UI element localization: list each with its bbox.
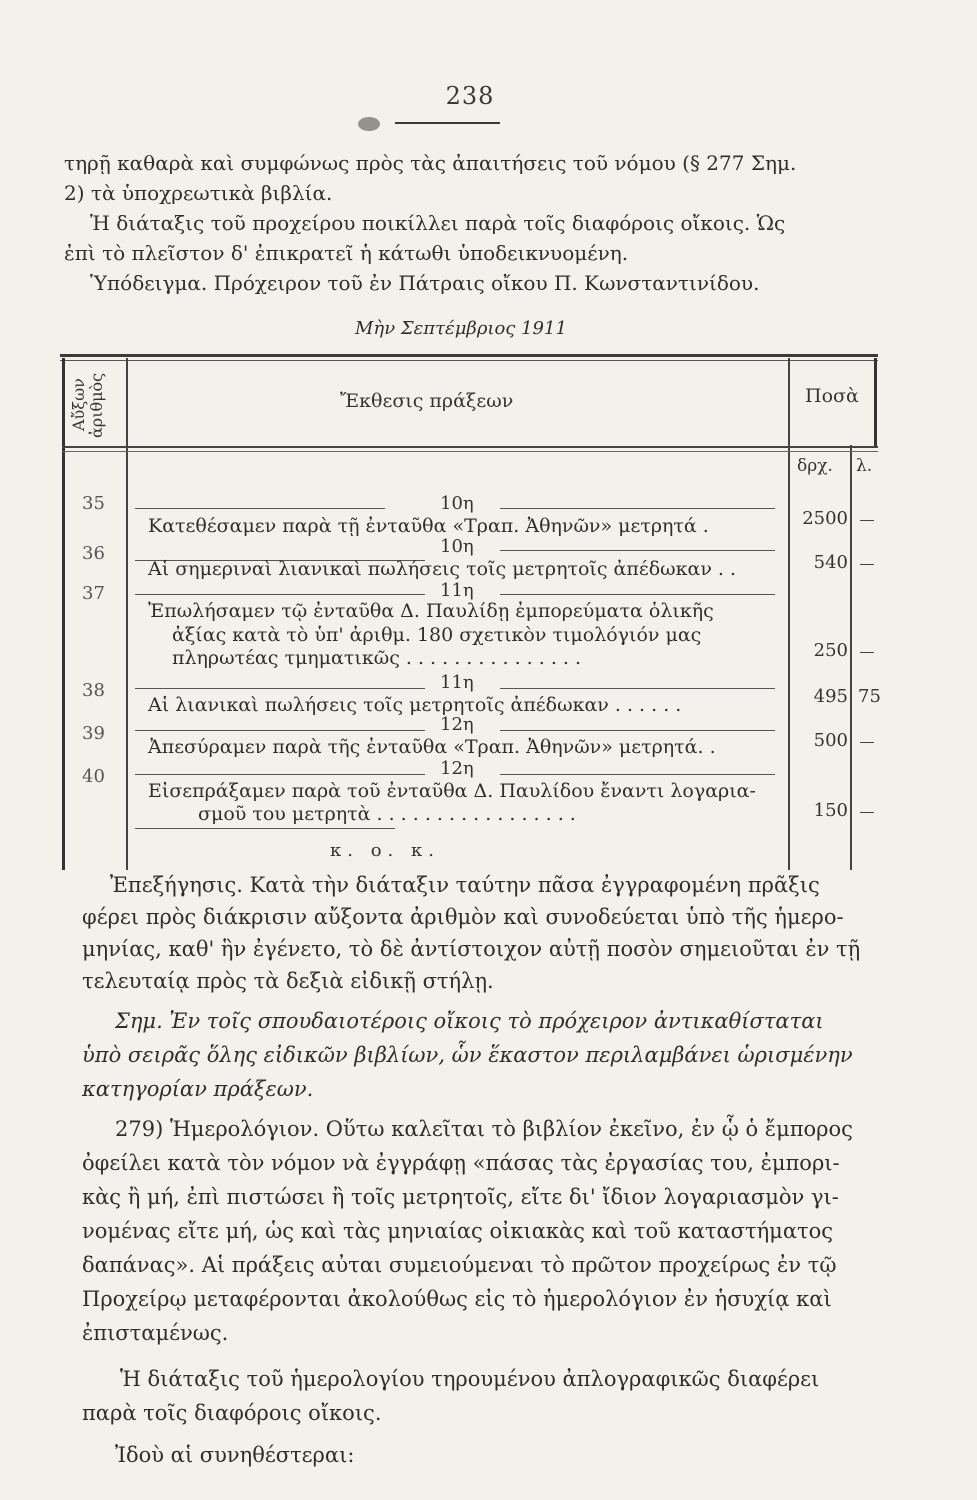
text-line: παρὰ τοῖς διαφόροις οἴκοις. [82, 1401, 382, 1425]
header-rule [62, 446, 878, 448]
text-line: Ἐπεξήγησις. Κατὰ τὴν διάταξιν ταύτην πᾶσα ἐγγραφομένη πρᾶξις [110, 873, 820, 897]
ledger-closing: κ. ο. κ. [330, 840, 440, 861]
text-line: νομένας εἴτε μή, ὡς καὶ τὰς μηνιαίας οἰκιακὰς καὶ τοῦ καταστήματος [82, 1219, 834, 1243]
text-line: Ἰδοὺ αἱ συνηθέστεραι: [115, 1443, 355, 1467]
row-description: Ἀπεσύραμεν παρὰ τῆς ἐνταῦθα «Τραπ. Ἀθηνῶν» μετρητά. . [148, 736, 716, 758]
date-rule [500, 508, 775, 509]
row-lepta-dash [860, 812, 874, 813]
row-number: 37 [82, 583, 105, 604]
date-rule [500, 688, 775, 689]
text-line: φέρει πρὸς διάκρισιν αὔξοντα ἀριθμὸν καὶ συνοδεύεται ὑπὸ τῆς ἡμερο- [82, 905, 844, 929]
date-rule [135, 774, 425, 775]
row-number: 36 [82, 543, 105, 564]
row-description: Αἱ σημεριναὶ λιανικαὶ πωλήσεις τοῖς μετρητοῖς ἀπέδωκαν . . [148, 558, 737, 580]
table-caption: Μὴν Σεπτέμβριος 1911 [355, 318, 567, 339]
row-drachmas: 2500 [802, 508, 848, 529]
row-drachmas: 540 [813, 552, 848, 573]
row-number: 40 [82, 766, 105, 787]
row-lepta-dash [860, 742, 874, 743]
row-date: 11η [440, 580, 474, 601]
row-lepta-dash [860, 652, 874, 653]
row-date: 10η [440, 536, 474, 557]
date-rule [135, 730, 425, 731]
ink-blot [358, 117, 380, 131]
text-line: τηρῇ καθαρὰ καὶ συμφώνως πρὸς τὰς ἀπαιτήσεις τοῦ νόμου (§ 277 Σημ. [64, 151, 797, 175]
row-description: σμοῦ του μετρητὰ . . . . . . . . . . . . . . . . . [198, 803, 576, 825]
date-rule [135, 828, 395, 829]
text-line: ὑπὸ σειρᾶς ὅλης εἰδικῶν βιβλίων, ὧν ἕκαστον περιλαμβάνει ὡρισμένην [82, 1043, 853, 1067]
row-drachmas: 495 [813, 686, 848, 707]
text-line: Ὑπόδειγμα. Πρόχειρον τοῦ ἐν Πάτραις οἴκου Π. Κωνσταντινίδου. [90, 271, 760, 295]
text-line: 2) τὰ ὑποχρεωτικὰ βιβλία. [64, 181, 333, 205]
row-description: Κατεθέσαμεν παρὰ τῇ ἐνταῦθα «Τραπ. Ἀθηνῶν» μετρητά . [148, 515, 709, 537]
table-border-top-inner [60, 360, 878, 361]
row-description: Εἰσεπράξαμεν παρὰ τοῦ ἐνταῦθα Δ. Παυλίδου ἔναντι λογαρια- [148, 780, 756, 802]
row-date: 10η [440, 493, 474, 514]
text-line: ἐπὶ τὸ πλεῖστον δ' ἐπικρατεῖ ἡ κάτωθι ὑποδεικνυομένη. [64, 241, 629, 265]
row-number: 38 [82, 680, 105, 701]
column-divider-number [126, 358, 128, 870]
text-line: Ἡ διάταξις τοῦ προχείρου ποικίλλει παρὰ τοῖς διαφόροις οἴκοις. Ὡς [90, 211, 786, 235]
header-description: Ἔκθεσις πράξεων [340, 390, 514, 412]
header-number: Αὔξων ἀριθμὸς [69, 372, 106, 438]
text-line: ἐπισταμένως. [82, 1321, 229, 1345]
text-line: κατηγορίαν πράξεων. [82, 1077, 314, 1101]
text-line: τελευταίᾳ πρὸς τὰ δεξιὰ εἰδικῇ στήλῃ. [82, 969, 494, 993]
text-line: Προχείρῳ μεταφέρονται ἀκολούθως εἰς τὸ ἡμερολόγιον ἐν ἡσυχίᾳ καὶ [82, 1287, 832, 1311]
page-number: 238 [445, 82, 495, 110]
date-rule [500, 730, 775, 731]
row-description: Αἱ λιανικαὶ πωλήσεις τοῖς μετρητοῖς ἀπέδωκαν . . . . . . [148, 694, 682, 716]
row-number: 35 [82, 493, 105, 514]
date-rule [135, 594, 425, 595]
column-divider-drachmas [850, 445, 852, 870]
row-lepta-dash [860, 520, 874, 521]
text-line: δαπάνας». Αἱ πράξεις αὐται συμειούμεναι τὸ πρῶτον προχείρως ἐν τῷ [82, 1253, 837, 1277]
row-date: 11η [440, 672, 474, 693]
date-rule [135, 688, 425, 689]
text-line: 279) Ἡμερολόγιον. Οὕτω καλεῖται τὸ βιβλίον ἐκεῖνο, ἐν ᾧ ὁ ἔμπορος [115, 1117, 853, 1141]
page-number-rule [395, 122, 500, 124]
text-line: Ἡ διάταξις τοῦ ἡμερολογίου τηρουμένου ἀπλογραφικῶς διαφέρει [120, 1367, 820, 1391]
table-border-right [874, 358, 877, 448]
row-number: 39 [82, 723, 105, 744]
column-divider-description [788, 358, 790, 870]
row-description: ἀξίας κατὰ τὸ ὑπ' ἀριθμ. 180 σχετικὸν τιμολόγιόν μας [172, 624, 702, 646]
row-lepta: 75 [858, 686, 881, 707]
table-border-left [62, 358, 65, 870]
row-lepta-dash [860, 564, 874, 565]
table-border-top [60, 354, 878, 357]
header-drachmas: δρχ. [797, 456, 833, 476]
header-lepta: λ. [856, 456, 873, 476]
row-drachmas: 150 [813, 800, 848, 821]
header-amount: Ποσὰ [805, 385, 859, 407]
text-line: κὰς ἢ μή, ἐπὶ πιστώσει ἢ τοῖς μετρητοῖς, εἴτε δι' ἴδιον λογαριασμὸν γι- [82, 1185, 839, 1209]
date-rule [500, 594, 775, 595]
row-description: Ἐπωλήσαμεν τῷ ἐνταῦθα Δ. Παυλίδῃ ἐμπορεύματα ὁλικῆς [148, 600, 714, 622]
row-date: 12η [440, 758, 474, 779]
row-drachmas: 500 [813, 730, 848, 751]
row-drachmas: 250 [813, 640, 848, 661]
date-rule [135, 508, 385, 509]
header-rule-inner [62, 451, 878, 452]
ledger-table [60, 350, 881, 870]
text-line: ὀφείλει κατὰ τὸν νόμον νὰ ἐγγράφῃ «πάσας τὰς ἐργασίας του, ἐμπορι- [82, 1151, 840, 1175]
date-rule [500, 550, 775, 551]
text-line: Σημ. Ἐν τοῖς σπουδαιοτέροις οἴκοις τὸ πρόχειρον ἀντικαθίσταται [115, 1009, 824, 1033]
row-date: 12η [440, 714, 474, 735]
row-description: πληρωτέας τμηματικῶς . . . . . . . . . . . . . . . [172, 647, 582, 669]
date-rule [500, 774, 775, 775]
text-line: μηνίας, καθ' ἣν ἐγένετο, τὸ δὲ ἀντίστοιχον αὐτῇ ποσὸν σημειοῦται ἐν τῇ [82, 937, 861, 961]
